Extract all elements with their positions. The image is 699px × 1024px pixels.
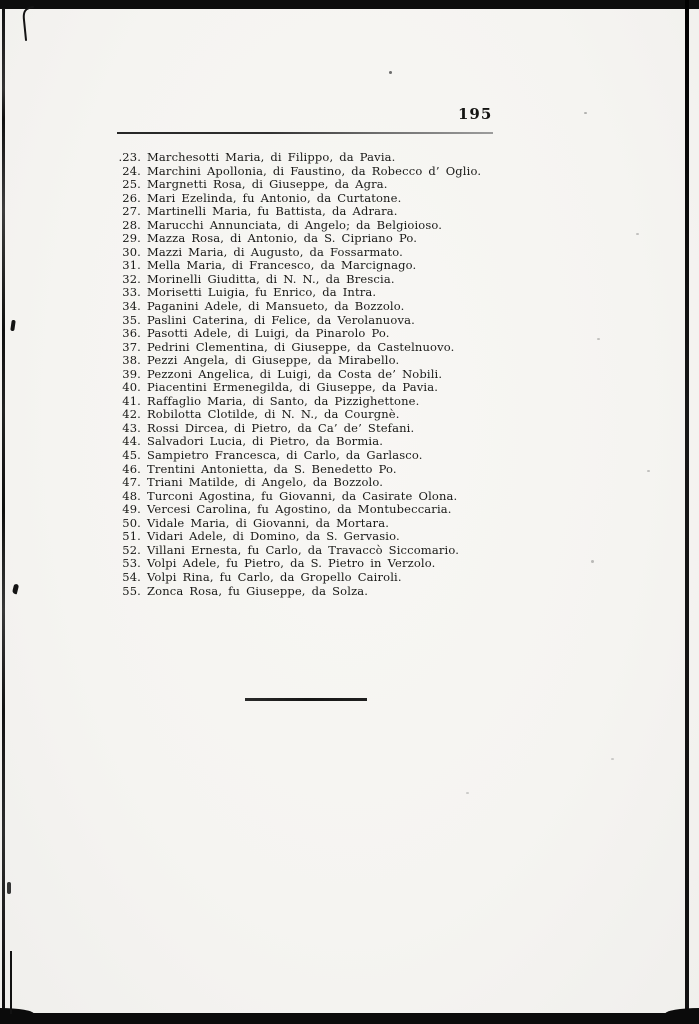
list-entry [112,354,699,368]
entry-number: 33. [122,285,141,300]
entry-number: 27. [122,204,141,219]
entry-number: 47. [122,475,141,490]
entry-text: Mari Ezelinda, fu Antonio, da Curtatone. [147,190,402,205]
entry-text: Mazza Rosa, di Antonio, da S. Cipriano Po. [147,231,418,246]
list-entry [112,286,699,300]
entry-number: 55. [122,583,141,598]
entry-number: 26. [122,190,141,205]
entry-number: 45. [122,448,141,463]
entry-text: Vidari Adele, di Domino, da S. Gervasio. [147,529,400,544]
list-entry [112,178,699,192]
list-entry [112,368,699,382]
entry-text: Mazzi Maria, di Augusto, da Fossarmato. [147,244,403,259]
entry-text: Vercesi Carolina, fu Agostino, da Montubeccaria. [147,502,452,517]
list-entry [112,503,699,517]
list-entry [112,341,699,355]
entry-number: 41. [122,393,141,408]
list-entry [112,273,699,287]
entry-text: Margnetti Rosa, di Giuseppe, da Agra. [147,177,388,192]
list-entry [112,232,699,246]
list-entry [112,476,699,490]
entry-text: Pezzi Angela, di Giuseppe, da Mirabello. [147,353,400,368]
scan-edge-bottom [0,1013,699,1024]
page-number: 195 [458,105,493,123]
entry-number: 24. [122,163,141,178]
entry-text: Sampietro Francesca, di Carlo, da Garlasco. [147,448,423,463]
entry-text: Raffaglio Maria, di Santo, da Pizzighettone. [147,393,420,408]
list-entry [112,544,699,558]
list-entry [112,192,699,206]
entry-text: Volpi Rina, fu Carlo, da Gropello Cairoli. [147,569,402,584]
entry-text: Robilotta Clotilde, di N. N., da Courgnè. [147,407,400,422]
list-entry [112,314,699,328]
list-entry [112,151,699,165]
entry-text: Trentini Antonietta, da S. Benedetto Po. [147,461,397,476]
entry-number: 35. [122,312,141,327]
list-entry [112,557,699,571]
scan-artifact-hook [19,6,37,46]
entry-text: Pedrini Clementina, di Giuseppe, da Castelnuovo. [147,339,455,354]
list-entry [112,449,699,463]
scan-artifact-line [10,951,12,1014]
entry-text: Vidale Maria, di Giovanni, da Mortara. [147,515,390,530]
entry-text: Marchini Apollonia, di Faustino, da Robecco d’ Oglio. [147,163,482,178]
list-entry [112,327,699,341]
entry-text: Salvadori Lucia, di Pietro, da Bormia. [147,434,384,449]
entry-text: Villani Ernesta, fu Carlo, da Travaccò Siccomario. [147,542,459,557]
header-rule [117,132,493,134]
list-entry [112,435,699,449]
entry-number: 51. [122,529,141,544]
entry-number: 52. [122,542,141,557]
scan-speck [584,112,587,114]
scan-speck [611,758,614,760]
list-entry [112,259,699,273]
separator-rule [245,698,367,701]
entry-text: Rossi Dircea, di Pietro, da Ca’ de’ Stefani. [147,420,415,435]
list-entry [112,585,699,599]
entry-number: 42. [122,407,141,422]
entry-number: 50. [122,515,141,530]
entry-list [0,151,699,598]
entry-number: 54. [122,569,141,584]
list-entry [112,395,699,409]
list-entry [112,381,699,395]
entry-text: Piacentini Ermenegilda, di Giuseppe, da Pavia. [147,380,439,395]
list-entry [112,530,699,544]
entry-text: Marchesotti Maria, di Filippo, da Pavia. [147,150,396,164]
list-entry [112,205,699,219]
list-entry [112,463,699,477]
entry-number: 34. [122,299,141,314]
list-entry [112,219,699,233]
entry-text: Mella Maria, di Francesco, da Marcignago. [147,258,417,273]
entry-number: 36. [122,326,141,341]
entry-text: Turconi Agostina, fu Giovanni, da Casirate Olona. [147,488,458,503]
entry-number: 40. [122,380,141,395]
entry-number: 53. [122,556,141,571]
scan-edge-top [0,0,699,9]
scan-speck [466,792,469,794]
list-entry [112,490,699,504]
list-entry [112,300,699,314]
entry-text: Marucchi Annunciata, di Angelo; da Belgioioso. [147,217,443,232]
list-entry [112,422,699,436]
entry-number: 48. [122,488,141,503]
entry-text: Pezzoni Angelica, di Luigi, da Costa de’ Nobili. [147,366,443,381]
entry-text: Volpi Adele, fu Pietro, da S. Pietro in Verzolo. [147,556,436,571]
list-entry [112,246,699,260]
entry-number: 49. [122,502,141,517]
entry-text: Martinelli Maria, fu Battista, da Adrara. [147,204,398,219]
entry-text: Paslini Caterina, di Felice, da Verolanuova. [147,312,415,327]
entry-number: 29. [122,231,141,246]
entry-text: Zonca Rosa, fu Giuseppe, da Solza. [147,583,369,598]
entry-number: 39. [122,366,141,381]
scan-speck [389,71,392,74]
entry-number: 31. [122,258,141,273]
entry-text: Pasotti Adele, di Luigi, da Pinarolo Po. [147,326,390,341]
list-entry [112,571,699,585]
entry-number: 30. [122,244,141,259]
entry-text: Morisetti Luigia, fu Enrico, da Intra. [147,285,377,300]
scan-artifact-mark [7,882,11,894]
entry-number: 32. [122,271,141,286]
entry-number: 25. [122,177,141,192]
entry-number: 28. [122,217,141,232]
entry-number: 43. [122,420,141,435]
entry-text: Triani Matilde, di Angelo, da Bozzolo. [147,475,384,490]
list-entry [112,165,699,179]
entry-text: Paganini Adele, di Mansueto, da Bozzolo. [147,299,405,314]
entry-text: Morinelli Giuditta, di N. N., da Brescia. [147,271,395,286]
entry-number: 44. [122,434,141,449]
list-entry [112,517,699,531]
entry-number: 37. [122,339,141,354]
entry-number: 46. [122,461,141,476]
list-entry [112,408,699,422]
entry-number: .23. [118,150,141,164]
entry-number: 38. [122,353,141,368]
